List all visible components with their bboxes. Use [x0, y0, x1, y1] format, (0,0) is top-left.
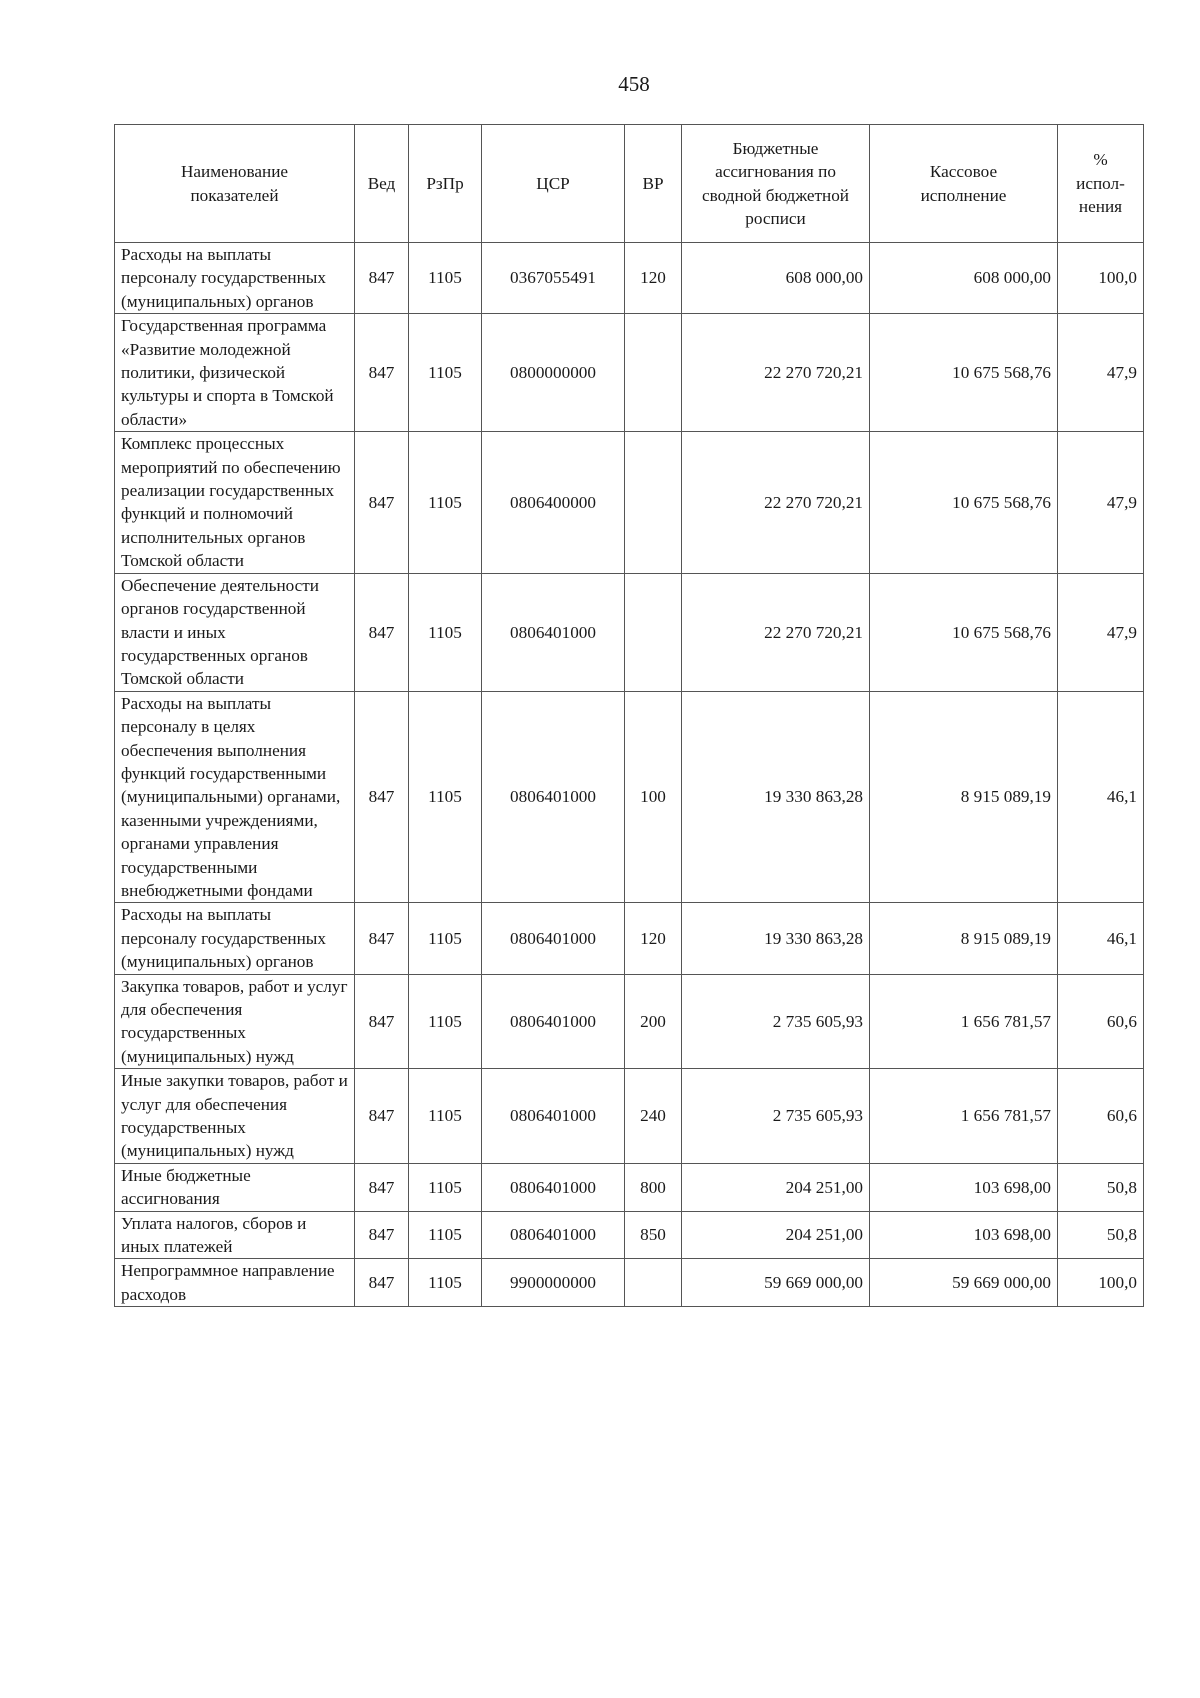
table-row [115, 903, 1144, 974]
cell-csr: 0367055491 [482, 243, 625, 314]
cell-name: Закупка товаров, работ и услуг для обеспечения государственных (муниципальных) нужд [115, 974, 355, 1069]
budget-execution-table [114, 124, 1144, 1307]
cell-fact: 608 000,00 [870, 243, 1058, 314]
cell-plan: 608 000,00 [682, 243, 870, 314]
cell-name: Расходы на выплаты персоналу государственных (муниципальных) органов [115, 903, 355, 974]
cell-plan: 2 735 605,93 [682, 1069, 870, 1164]
cell-plan: 59 669 000,00 [682, 1259, 870, 1307]
cell-csr: 0806401000 [482, 573, 625, 691]
cell-pct: 47,9 [1058, 573, 1144, 691]
cell-fact: 8 915 089,19 [870, 903, 1058, 974]
cell-ved: 847 [355, 314, 409, 432]
cell-rzpr: 1105 [409, 903, 482, 974]
header-rzpr: РзПр [409, 125, 482, 243]
cell-csr: 0800000000 [482, 314, 625, 432]
header-name: Наименование показателей [115, 125, 355, 243]
cell-fact: 10 675 568,76 [870, 573, 1058, 691]
cell-plan: 2 735 605,93 [682, 974, 870, 1069]
cell-ved: 847 [355, 1259, 409, 1307]
cell-pct: 47,9 [1058, 314, 1144, 432]
cell-vr [625, 1259, 682, 1307]
cell-pct: 100,0 [1058, 243, 1144, 314]
cell-rzpr: 1105 [409, 1211, 482, 1259]
cell-plan: 204 251,00 [682, 1163, 870, 1211]
cell-csr: 0806401000 [482, 1069, 625, 1164]
cell-ved: 847 [355, 974, 409, 1069]
cell-name: Расходы на выплаты персоналу государственных (муниципальных) органов [115, 243, 355, 314]
table-row [115, 1211, 1144, 1259]
cell-vr: 240 [625, 1069, 682, 1164]
cell-name: Комплекс процессных мероприятий по обеспечению реализации государственных функций и полномочий исполнительных органов Томской области [115, 432, 355, 573]
cell-name: Иные бюджетные ассигнования [115, 1163, 355, 1211]
cell-ved: 847 [355, 573, 409, 691]
cell-pct: 46,1 [1058, 903, 1144, 974]
header-vr: ВР [625, 125, 682, 243]
cell-ved: 847 [355, 903, 409, 974]
cell-rzpr: 1105 [409, 1259, 482, 1307]
table-header-row [115, 125, 1144, 243]
cell-csr: 0806401000 [482, 691, 625, 903]
cell-rzpr: 1105 [409, 1069, 482, 1164]
cell-fact: 59 669 000,00 [870, 1259, 1058, 1307]
cell-fact: 103 698,00 [870, 1163, 1058, 1211]
cell-rzpr: 1105 [409, 573, 482, 691]
table-body [115, 243, 1144, 1307]
cell-name: Уплата налогов, сборов и иных платежей [115, 1211, 355, 1259]
cell-fact: 1 656 781,57 [870, 974, 1058, 1069]
page-number: 458 [618, 72, 650, 96]
table-row [115, 1069, 1144, 1164]
cell-pct: 60,6 [1058, 1069, 1144, 1164]
cell-pct: 47,9 [1058, 432, 1144, 573]
cell-rzpr: 1105 [409, 974, 482, 1069]
cell-vr [625, 314, 682, 432]
cell-ved: 847 [355, 1069, 409, 1164]
header-ved: Вед [355, 125, 409, 243]
cell-fact: 8 915 089,19 [870, 691, 1058, 903]
table-row [115, 243, 1144, 314]
table-row [115, 1259, 1144, 1307]
table-row [115, 974, 1144, 1069]
cell-csr: 0806400000 [482, 432, 625, 573]
cell-vr: 800 [625, 1163, 682, 1211]
cell-rzpr: 1105 [409, 243, 482, 314]
cell-pct: 100,0 [1058, 1259, 1144, 1307]
cell-rzpr: 1105 [409, 432, 482, 573]
cell-rzpr: 1105 [409, 1163, 482, 1211]
header-fact: Кассовое исполнение [870, 125, 1058, 243]
table-row [115, 314, 1144, 432]
cell-csr: 0806401000 [482, 974, 625, 1069]
cell-plan: 19 330 863,28 [682, 691, 870, 903]
cell-ved: 847 [355, 691, 409, 903]
cell-vr [625, 432, 682, 573]
cell-pct: 60,6 [1058, 974, 1144, 1069]
table-row [115, 573, 1144, 691]
header-plan: Бюджетные ассигнования по сводной бюджетной росписи [682, 125, 870, 243]
cell-ved: 847 [355, 1211, 409, 1259]
cell-name: Иные закупки товаров, работ и услуг для обеспечения государственных (муниципальных) нужд [115, 1069, 355, 1164]
cell-plan: 19 330 863,28 [682, 903, 870, 974]
cell-pct: 50,8 [1058, 1211, 1144, 1259]
table-row [115, 691, 1144, 903]
cell-csr: 0806401000 [482, 903, 625, 974]
cell-vr [625, 573, 682, 691]
cell-vr: 120 [625, 903, 682, 974]
cell-csr: 0806401000 [482, 1163, 625, 1211]
cell-pct: 50,8 [1058, 1163, 1144, 1211]
cell-fact: 10 675 568,76 [870, 314, 1058, 432]
cell-csr: 0806401000 [482, 1211, 625, 1259]
cell-plan: 22 270 720,21 [682, 314, 870, 432]
cell-csr: 9900000000 [482, 1259, 625, 1307]
header-csr: ЦСР [482, 125, 625, 243]
cell-name: Непрограммное направление расходов [115, 1259, 355, 1307]
cell-vr: 850 [625, 1211, 682, 1259]
cell-fact: 103 698,00 [870, 1211, 1058, 1259]
cell-name: Государственная программа «Развитие молодежной политики, физической культуры и спорта в Томской области» [115, 314, 355, 432]
cell-name: Обеспечение деятельности органов государственной власти и иных государственных органов Томской области [115, 573, 355, 691]
cell-ved: 847 [355, 1163, 409, 1211]
cell-rzpr: 1105 [409, 314, 482, 432]
cell-vr: 200 [625, 974, 682, 1069]
cell-pct: 46,1 [1058, 691, 1144, 903]
cell-fact: 1 656 781,57 [870, 1069, 1058, 1164]
cell-ved: 847 [355, 432, 409, 573]
cell-ved: 847 [355, 243, 409, 314]
cell-plan: 22 270 720,21 [682, 432, 870, 573]
header-pct: % испол-нения [1058, 125, 1144, 243]
table-row [115, 432, 1144, 573]
cell-fact: 10 675 568,76 [870, 432, 1058, 573]
cell-plan: 204 251,00 [682, 1211, 870, 1259]
cell-vr: 100 [625, 691, 682, 903]
cell-vr: 120 [625, 243, 682, 314]
table-row [115, 1163, 1144, 1211]
cell-plan: 22 270 720,21 [682, 573, 870, 691]
cell-rzpr: 1105 [409, 691, 482, 903]
cell-name: Расходы на выплаты персоналу в целях обеспечения выполнения функций государственными (муниципальными) органами, казенными учреждениями, органами управления государственными внебюджетными фондами [115, 691, 355, 903]
